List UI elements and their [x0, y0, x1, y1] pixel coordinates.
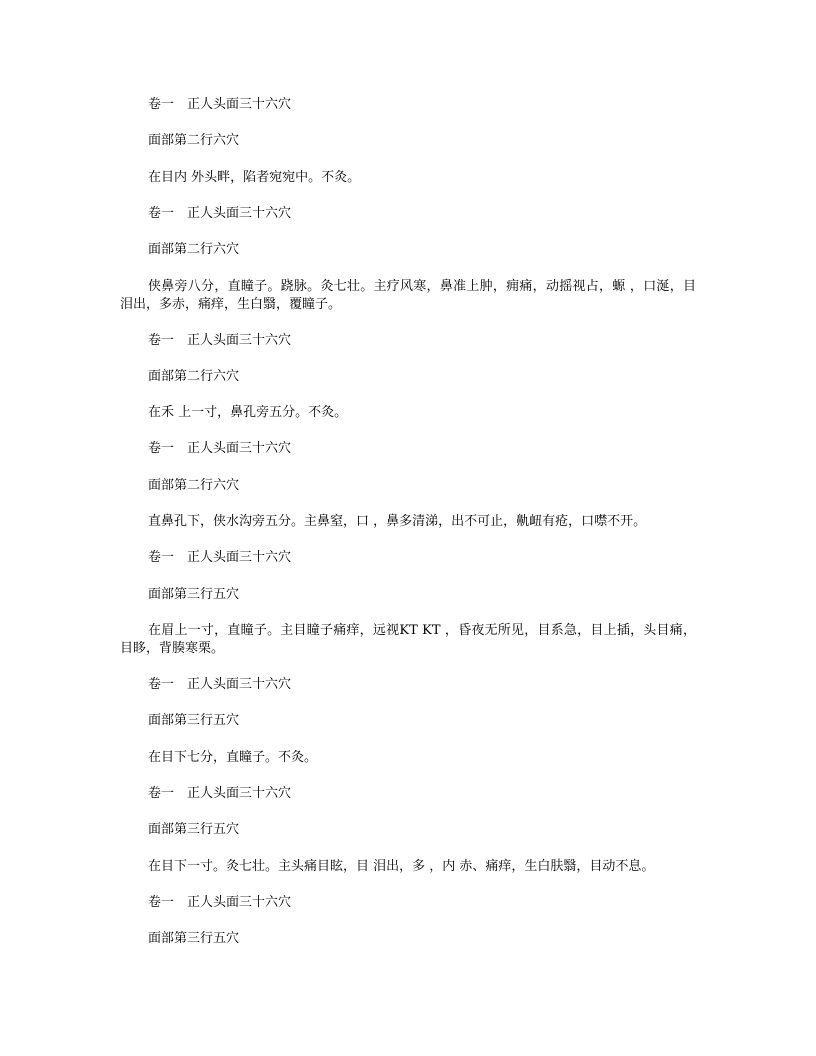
section-heading: 卷一 正人头面三十六穴 [148, 550, 292, 565]
body-paragraph: 在目内 外头畔，陷者宛宛中。不灸。 [148, 170, 361, 185]
subsection-heading: 面部第二行六穴 [148, 369, 240, 384]
subsection-heading: 面部第三行五穴 [148, 822, 240, 837]
section-heading: 卷一 正人头面三十六穴 [148, 97, 292, 112]
subsection-heading: 面部第二行六穴 [148, 133, 240, 148]
body-paragraph: 在禾 上一寸，鼻孔旁五分。不灸。 [148, 405, 348, 420]
body-paragraph: 直鼻孔下，侠水沟旁五分。主鼻窒，口 ，鼻多清涕，出不可止，鼽衄有疮，口噤不开。 [148, 514, 647, 529]
section-heading: 卷一 正人头面三十六穴 [148, 786, 292, 801]
subsection-heading: 面部第三行五穴 [148, 931, 240, 946]
body-paragraph: 侠鼻旁八分，直瞳子。跷脉。灸七壮。主疗风寒，鼻准上肿，痈痛，动摇视占，螈 ，口涎，目泪出，多赤，痛痒，生白翳，覆瞳子。 [120, 279, 696, 312]
body-paragraph: 在眉上一寸，直瞳子。主目瞳子痛痒，远视KT KT ，昏夜无所见，目系急，目上插，头目痛，目眵，背腠寒栗。 [120, 623, 696, 656]
subsection-heading: 面部第三行五穴 [148, 713, 240, 728]
section-heading: 卷一 正人头面三十六穴 [148, 206, 292, 221]
section-heading: 卷一 正人头面三十六穴 [148, 333, 292, 348]
subsection-heading: 面部第三行五穴 [148, 587, 240, 602]
section-heading: 卷一 正人头面三十六穴 [148, 441, 292, 456]
subsection-heading: 面部第二行六穴 [148, 242, 240, 257]
section-heading: 卷一 正人头面三十六穴 [148, 895, 292, 910]
section-heading: 卷一 正人头面三十六穴 [148, 677, 292, 692]
body-paragraph: 在目下七分，直瞳子。不灸。 [148, 750, 318, 765]
body-paragraph: 在目下一寸。灸七壮。主头痛目眩，目 泪出，多 ，内 赤、痛痒，生白肤翳，目动不息。 [148, 859, 655, 874]
subsection-heading: 面部第二行六穴 [148, 478, 240, 493]
